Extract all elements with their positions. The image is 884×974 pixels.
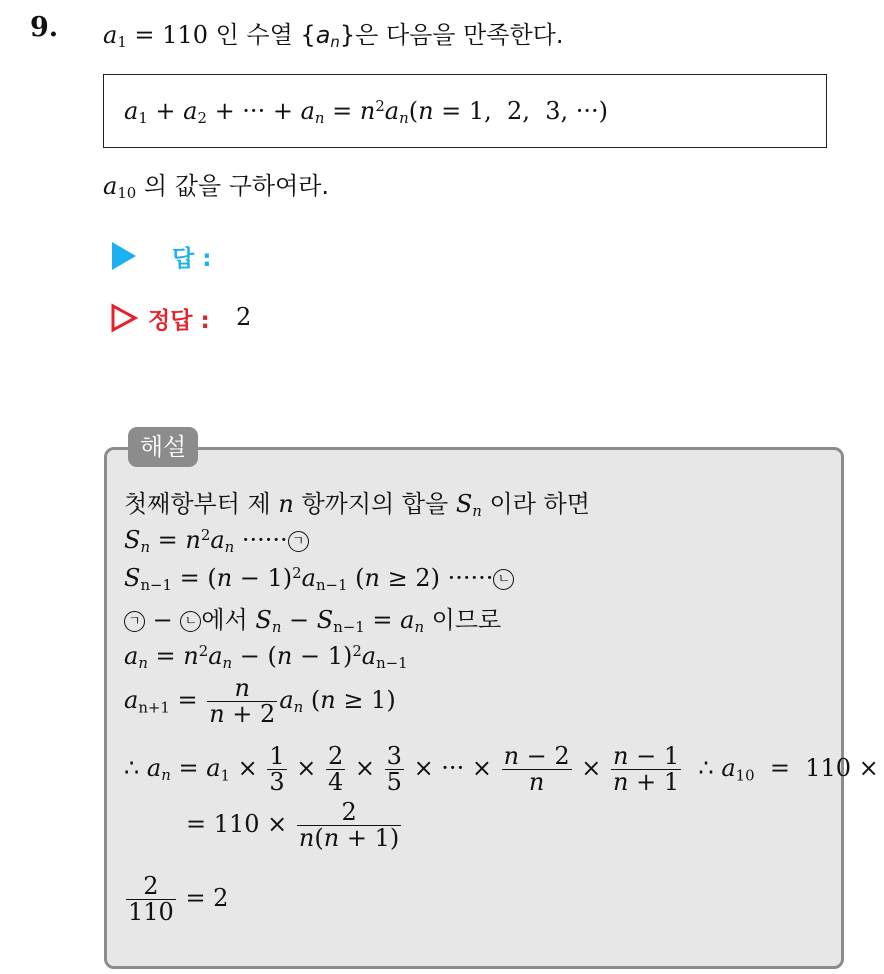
formula: $a_1 + a_2$ + ··· + $a_n = n^2a_n(n = 1$, 2, 3, ···) (124, 96, 608, 128)
problem-number: 9. (30, 12, 59, 43)
solution-line-1: 첫째항부터 제 n 항까지의 합을 $S_n$ 이라 하면 (124, 490, 590, 521)
answer-play-icon (112, 242, 136, 270)
intro-condition: $a_1 = 110$ (103, 21, 208, 52)
question: $a_{10}$ 의 값을 구하여라. (103, 172, 330, 203)
solution-line-6: $a_{n+1}$ = $\frac{n}{n + 2}$ $a_n$ (n ≥ 1) (124, 674, 396, 729)
correct-answer-icon (110, 303, 138, 333)
solution-line-2: $S_n = n^2a_n$ ······ ㄱ (124, 526, 309, 554)
solution-line-7: ∴ $a_n = a_1$ × $\frac{1}{3}$ × $\frac{2}{4}$ × $\frac{3}{5}$ × ··· × $\frac{n - 2}{n}$ × $\frac{n - 1}{n + 1}$ ∴ $a_{10} = 110$ × (124, 742, 879, 797)
solution-line-8: = 110 × $\frac{2}{n(n + 1)}$ (186, 798, 400, 853)
circled-nieun-icon: ㄴ (493, 569, 514, 590)
solution-line-5: $a_n = n^2a_n - (n - 1)^2a_{n-1}$ (124, 641, 408, 673)
solution-line-3: $S_{n-1} = (n - 1)^2a_{n-1}$ (n ≥ 2) ······ ㄴ (124, 564, 514, 592)
solution-tab: 해설 (128, 427, 198, 467)
solution-line-9: $\frac{2}{110}$ = 2 (128, 872, 229, 927)
answer-label: 답 : (172, 246, 212, 272)
circled-giyeok-icon: ㄱ (288, 531, 309, 552)
correct-label: 정답 : (148, 308, 210, 334)
correct-value: 2 (236, 303, 252, 331)
solution-line-4: ㄱ − ㄴ 에서 $S_n - S_{n-1} = a_n$ 이므로 (124, 600, 501, 635)
formula-box (103, 74, 827, 148)
problem-intro: $a_1 = 110$ 인 수열 $\{a_n\}$은 다음을 만족한다. (103, 21, 564, 52)
